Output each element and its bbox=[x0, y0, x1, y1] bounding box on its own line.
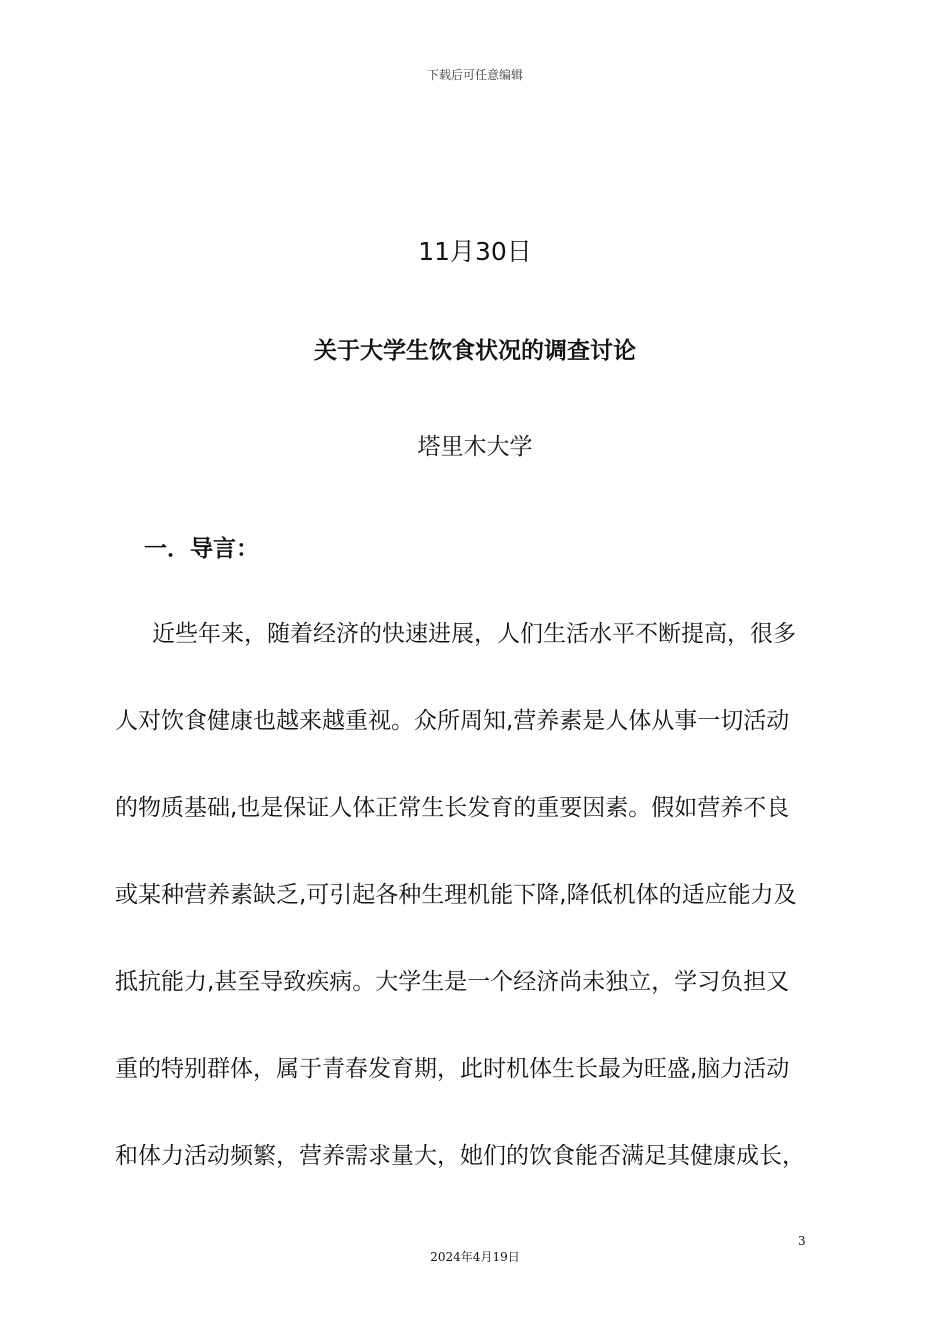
body-line: 人对饮食健康也越来越重视。众所周知,营养素是人体从事一切活动 bbox=[115, 708, 790, 734]
section-heading-introduction: 一．导言： bbox=[144, 536, 259, 562]
document-title: 关于大学生饮食状况的调查讨论 bbox=[314, 338, 636, 364]
institution-name: 塔里木大学 bbox=[417, 434, 533, 460]
body-line: 近些年来，随着经济的快速进展，人们生活水平不断提高，很多 bbox=[152, 621, 796, 647]
header-note: 下载后可任意编辑 bbox=[426, 68, 523, 82]
body-line: 的物质基础,也是保证人体正常生长发育的重要因素。假如营养不良 bbox=[115, 795, 790, 821]
body-line: 和体力活动频繁，营养需求量大，她们的饮食能否满足其健康成长， bbox=[115, 1143, 805, 1169]
body-line: 或某种营养素缺乏,可引起各种生理机能下降,降低机体的适应能力及 bbox=[115, 882, 797, 908]
body-line: 重的特别群体，属于青春发育期，此时机体生长最为旺盛,脑力活动 bbox=[115, 1056, 790, 1082]
document-date: 11月30日 bbox=[418, 237, 532, 266]
page-number: 3 bbox=[798, 1234, 806, 1248]
body-line: 抵抗能力,甚至导致疾病。大学生是一个经济尚未独立，学习负担又 bbox=[115, 969, 790, 995]
footer-date: 2024年4月19日 bbox=[430, 1250, 520, 1264]
